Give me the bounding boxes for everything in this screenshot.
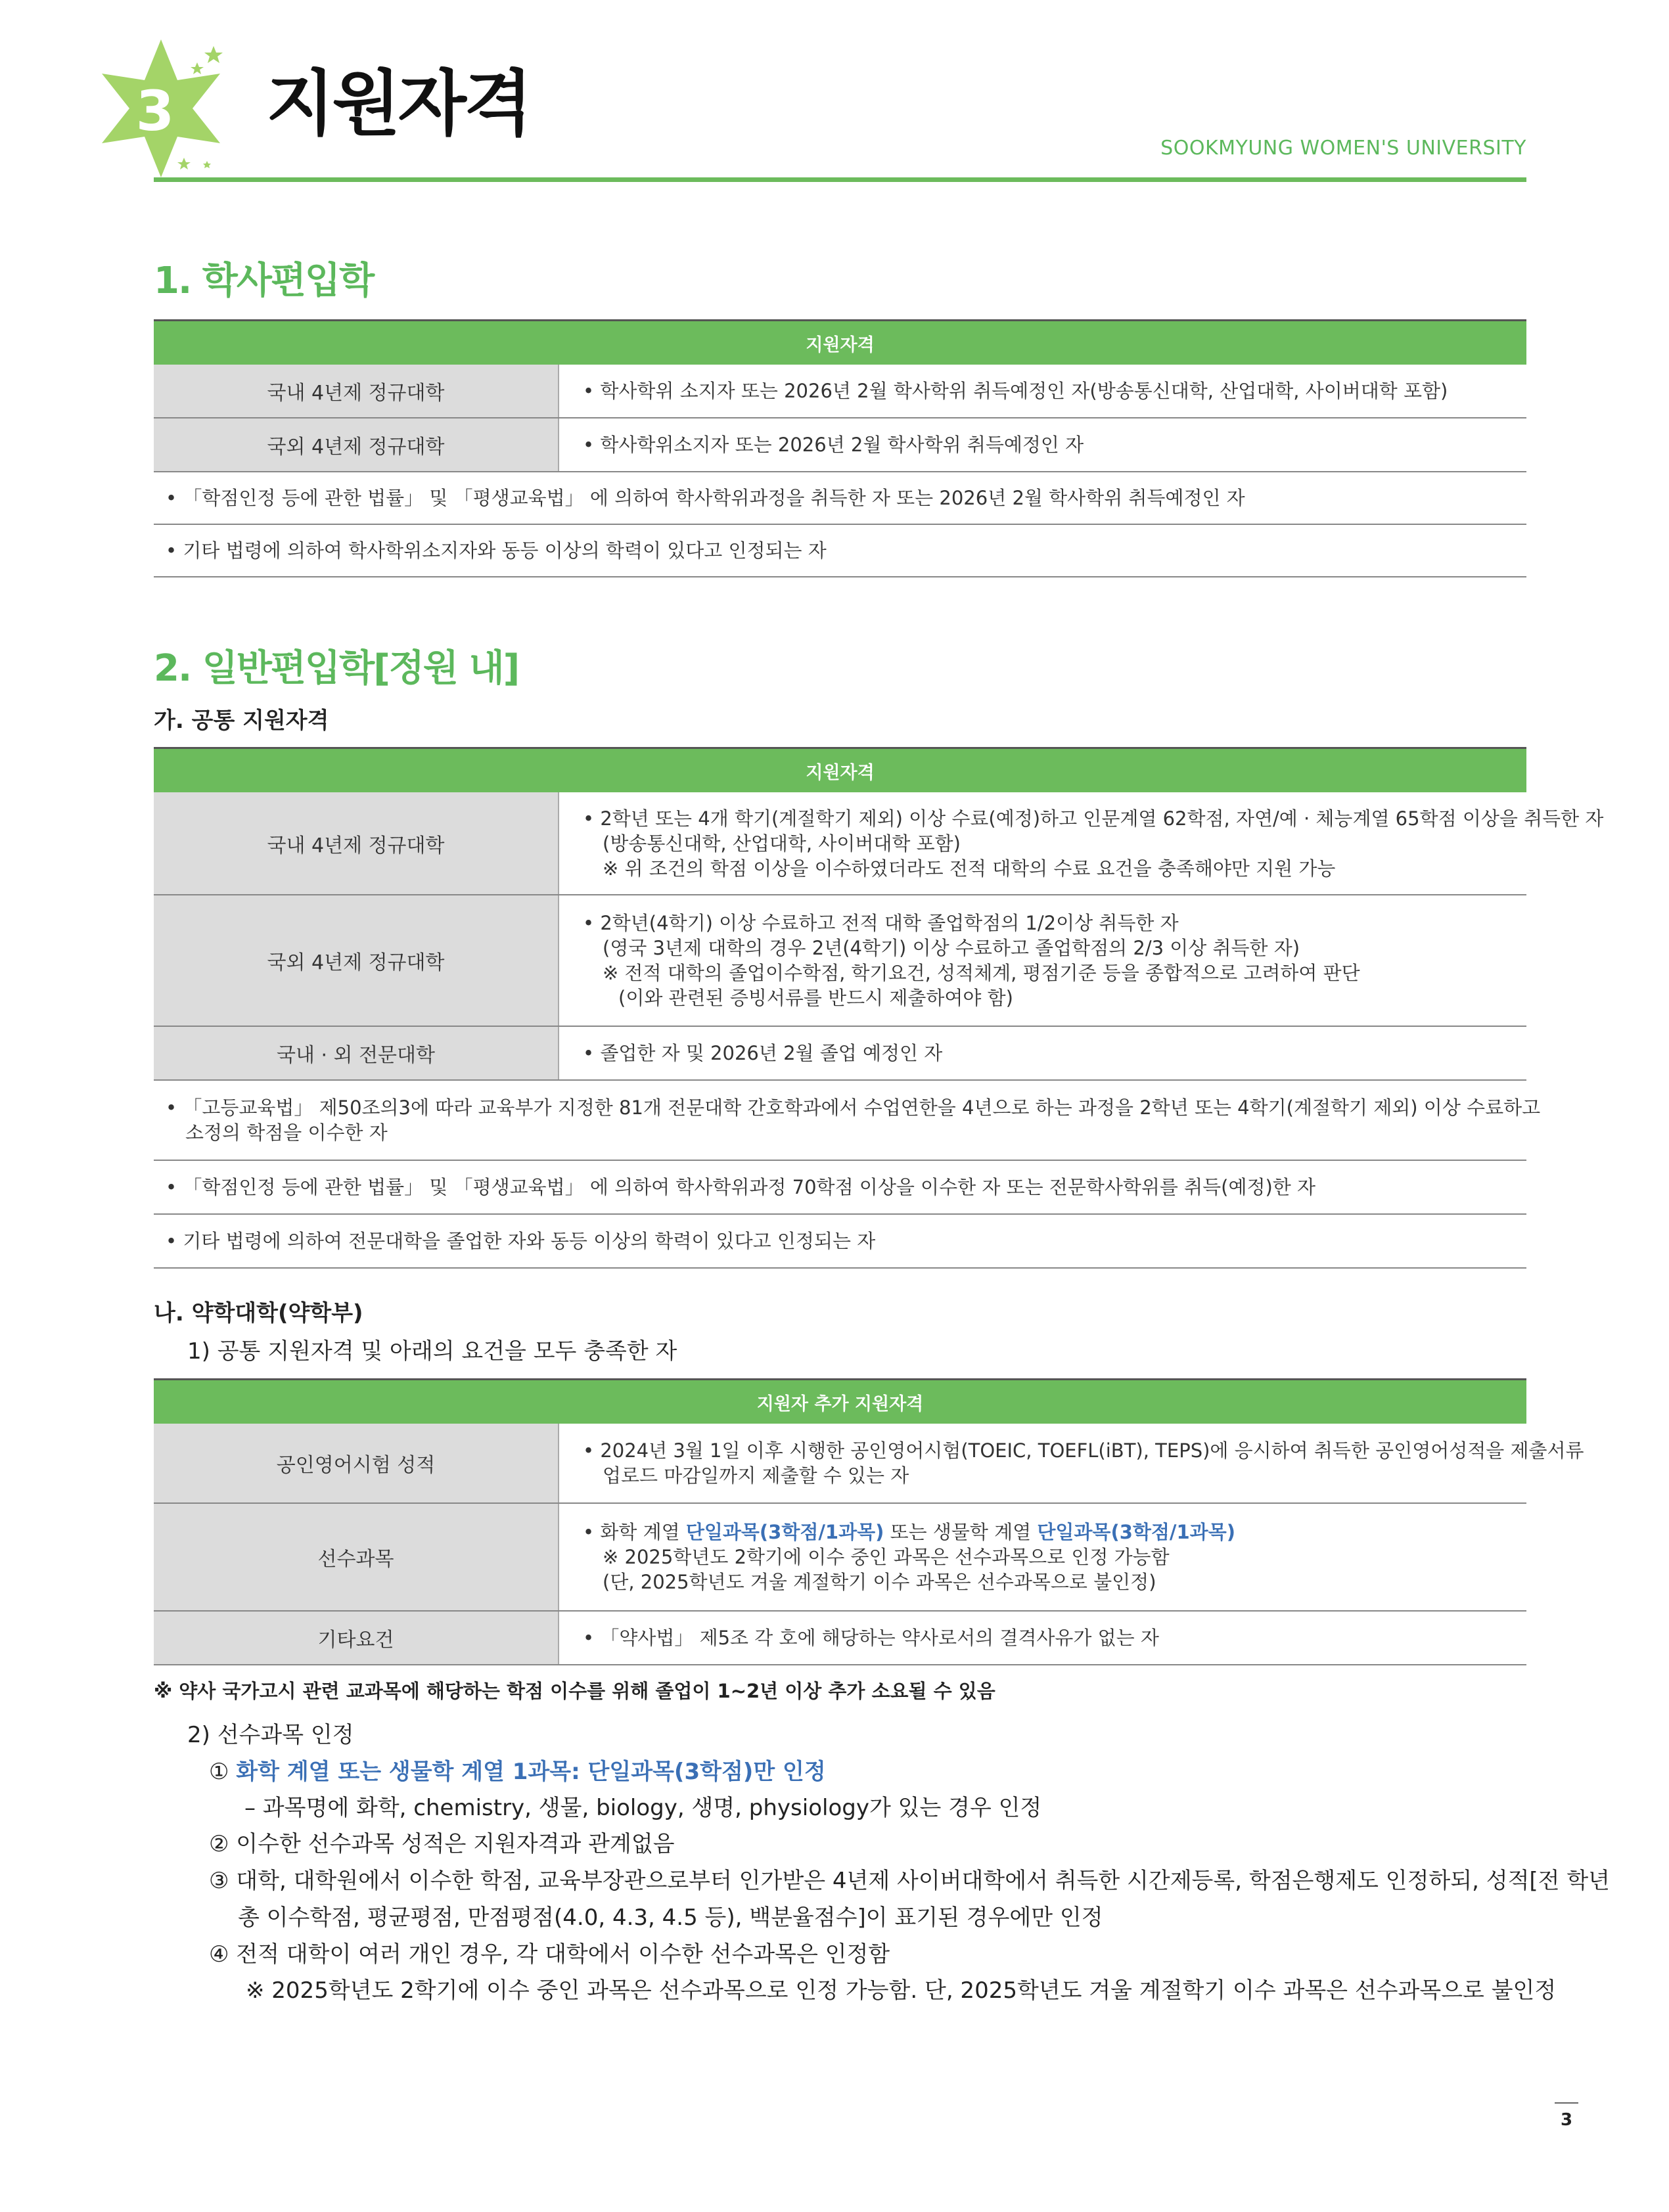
- content-line: • 2학년 또는 4개 학기(계절학기 제외) 이상 수료(예정)하고 인문계열 62학점, 자연/예 · 체능계열 65학점 이상을 취득한 자: [583, 807, 1604, 830]
- chapter-title: 지원자격: [266, 63, 530, 145]
- table-row: [154, 1504, 1526, 1612]
- content-line: • 학사학위소지자 또는 2026년 2월 학사학위 취득예정인 자: [583, 434, 1084, 456]
- pharmacy-table: [154, 1378, 1584, 1665]
- table-header: 지원자격: [154, 749, 1526, 792]
- table-full-row: [154, 1161, 1526, 1215]
- row-content: [154, 1215, 890, 1267]
- row-label: 공인영어시험 성적: [154, 1424, 559, 1502]
- item-number: ①: [209, 1759, 229, 1785]
- content-line: • 2학년(4학기) 이상 수료하고 전적 대학 졸업학점의 1/2이상 취득한 자: [583, 912, 1179, 934]
- row-label: 국외 4년제 정규대학: [154, 895, 559, 1026]
- row-label: 국내 4년제 정규대학: [154, 365, 559, 417]
- table-row: [154, 418, 1526, 472]
- content-line: 업로드 마감일까지 제출할 수 있는 자: [603, 1464, 909, 1487]
- row-content: [559, 1504, 1526, 1610]
- row-label: 국외 4년제 정규대학: [154, 418, 559, 471]
- row-content: [559, 792, 1618, 894]
- subsection-a-title: 가. 공통 지원자격: [154, 708, 329, 734]
- content-line: (이와 관련된 증빙서류를 반드시 제출하여야 함): [618, 987, 1013, 1009]
- chapter-star-badge: [85, 33, 237, 184]
- row-content: [559, 895, 1526, 1026]
- table-full-row: [154, 1081, 1541, 1161]
- content-line: (영국 3년제 대학의 경우 2년(4학기) 이상 수료하고 졸업학점의 2/3 이상 취득한 자): [603, 937, 1300, 959]
- table-row: [154, 895, 1526, 1027]
- prereq-item-3: ③ 대학, 대학원에서 이수한 학점, 교육부장관으로부터 인가받은 4년제 사이버대학에서 취득한 시간제등록, 학점은행제도 인정하되, 성적[전 학년: [209, 1868, 1611, 1894]
- subsection-b-item-2: 2) 선수과목 인정: [187, 1722, 354, 1748]
- table-row: [154, 792, 1604, 895]
- page-number: 3: [1560, 2110, 1573, 2130]
- subsection-b-title: 나. 약학대학(약학부): [154, 1300, 363, 1326]
- content-line: 소정의 학점을 이수한 자: [185, 1121, 388, 1144]
- row-content: [559, 418, 1526, 471]
- text-run: • 화학 계열: [583, 1521, 686, 1543]
- row-content: [154, 1081, 1555, 1160]
- table-header: 지원자 추가 지원자격: [154, 1380, 1526, 1424]
- content-line: • 「학점인정 등에 관한 법률」 및 「평생교육법」 에 의하여 학사학위과정을 취득한 자 또는 2026년 2월 학사학위 취득예정인 자: [166, 487, 1245, 509]
- sparkle-1: [204, 46, 223, 63]
- content-line: • 학사학위 소지자 또는 2026년 2월 학사학위 취득예정인 자(방송통신대학, 산업대학, 사이버대학 포함): [583, 380, 1448, 402]
- content-line: (단, 2025학년도 겨울 계절학기 이수 과목은 선수과목으로 불인정): [603, 1571, 1156, 1593]
- row-content: [559, 365, 1526, 417]
- text-run: 또는 생물학 계열: [884, 1521, 1038, 1543]
- section-2-title: 2. 일반편입학[정원 내]: [154, 647, 519, 690]
- prereq-item-4: ④ 전적 대학이 여러 개인 경우, 각 대학에서 이수한 선수과목은 인정함: [209, 1941, 890, 1968]
- section-2-table: [154, 747, 1604, 1269]
- table-full-row: [154, 1215, 1526, 1269]
- row-content: [559, 1612, 1526, 1664]
- prereq-item-4-note: ※ 2025학년도 2학기에 이수 중인 과목은 선수과목으로 인정 가능함. 단, 2025학년도 겨울 계절학기 이수 과목은 선수과목으로 불인정: [246, 1977, 1557, 2004]
- content-line: (방송통신대학, 산업대학, 사이버대학 포함): [603, 832, 961, 855]
- highlight-text: 단일과목(3학점/1과목): [685, 1521, 884, 1543]
- content-line: ※ 전적 대학의 졸업이수학점, 학기요건, 성적체계, 평점기준 등을 종합적으로 고려하여 판단: [603, 962, 1360, 984]
- prereq-item-1: [209, 1761, 826, 1783]
- row-label: 선수과목: [154, 1504, 559, 1610]
- content-line: • 졸업한 자 및 2026년 2월 졸업 예정인 자: [583, 1042, 943, 1064]
- row-content: [559, 1027, 1526, 1079]
- content-line: • 기타 법령에 의하여 전문대학을 졸업한 자와 동등 이상의 학력이 있다고 인정되는 자: [166, 1230, 876, 1252]
- highlight-text: 화학 계열 또는 생물학 계열 1과목: 단일과목(3학점)만 인정: [236, 1759, 826, 1785]
- row-label: 국내 4년제 정규대학: [154, 792, 559, 894]
- table-row: [154, 1027, 1526, 1081]
- prereq-item-2: ② 이수한 선수과목 성적은 지원자격과 관계없음: [209, 1831, 675, 1857]
- sparkle-3: [177, 158, 191, 169]
- table-header: 지원자격: [154, 321, 1526, 365]
- content-line: • 기타 법령에 의하여 학사학위소지자와 동등 이상의 학력이 있다고 인정되는 자: [166, 539, 827, 562]
- header-divider: [154, 177, 1526, 182]
- table-full-row: [154, 525, 1526, 577]
- row-content: [154, 525, 841, 576]
- row-content: [154, 472, 1260, 524]
- row-label: 국내 · 외 전문대학: [154, 1027, 559, 1079]
- table-row: [154, 365, 1526, 418]
- section-1-table: [154, 319, 1526, 577]
- row-content: [559, 1424, 1599, 1502]
- sparkle-4: [203, 161, 211, 168]
- content-line: • 2024년 3월 1일 이후 시행한 공인영어시험(TOEIC, TOEFL(iBT), TEPS)에 응시하여 취득한 공인영어성적을 제출서류: [583, 1439, 1584, 1462]
- footnote: ※ 약사 국가고시 관련 교과목에 해당하는 학점 이수를 위해 졸업이 1~2년 이상 추가 소요될 수 있음: [154, 1680, 995, 1702]
- highlight-text: 단일과목(3학점/1과목): [1037, 1521, 1235, 1543]
- content-line: • 「약사법」 제5조 각 호에 해당하는 약사로서의 결격사유가 없는 자: [583, 1627, 1159, 1649]
- sparkle-2: [191, 62, 204, 74]
- university-name: SOOKMYUNG WOMEN'S UNIVERSITY: [1160, 137, 1526, 160]
- content-line: ※ 2025학년도 2학기에 이수 중인 과목은 선수과목으로 인정 가능함: [603, 1546, 1170, 1568]
- prereq-item-3-cont: 총 이수학점, 평균평점, 만점평점(4.0, 4.3, 4.5 등), 백분율점수]이 표기된 경우에만 인정: [238, 1905, 1103, 1931]
- row-label: 기타요건: [154, 1612, 559, 1664]
- prereq-item-1-detail: – 과목명에 화학, chemistry, 생물, biology, 생명, physiology가 있는 경우 인정: [244, 1795, 1042, 1821]
- table-row: [154, 1612, 1526, 1665]
- table-row: [154, 1424, 1584, 1504]
- page-number-rule: [1555, 2102, 1578, 2104]
- content-line: [583, 1520, 1512, 1545]
- chapter-number: 3: [135, 79, 175, 143]
- content-line: • 「학점인정 등에 관한 법률」 및 「평생교육법」 에 의하여 학사학위과정 70학점 이상을 이수한 자 또는 전문학사학위를 취득(예정)한 자: [166, 1176, 1316, 1198]
- subsection-b-item-1: 1) 공통 지원자격 및 아래의 요건을 모두 충족한 자: [187, 1338, 677, 1365]
- row-content: [154, 1161, 1330, 1213]
- content-line: ※ 위 조건의 학점 이상을 이수하였더라도 전적 대학의 수료 요건을 충족해야만 지원 가능: [603, 857, 1336, 880]
- table-full-row: [154, 472, 1526, 525]
- section-1-title: 1. 학사편입학: [154, 260, 374, 302]
- content-line: • 「고등교육법」 제50조의3에 따라 교육부가 지정한 81개 전문대학 간호학과에서 수업연한을 4년으로 하는 과정을 2학년 또는 4학기(계절학기 제외) 이상 수료하고: [166, 1096, 1541, 1119]
